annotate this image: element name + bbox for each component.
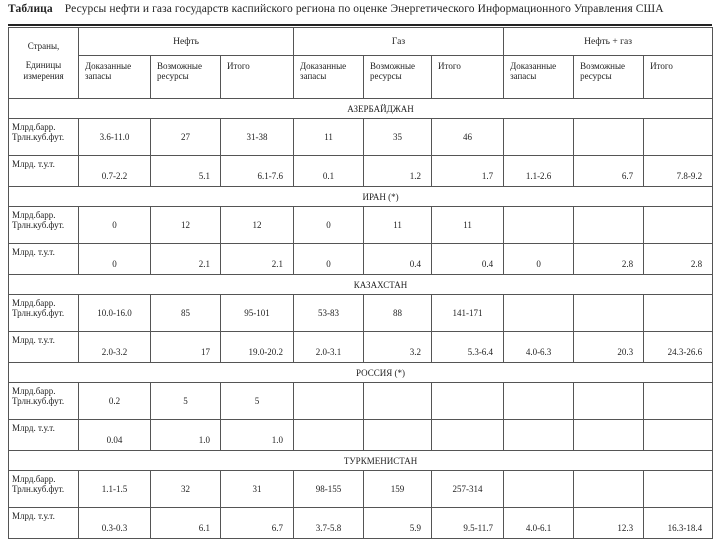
table-cell: 88 (364, 295, 432, 332)
unit-label-toe: Млрд. т.у.т. (9, 420, 79, 451)
header-possible-resources: Возможные ресурсы (151, 56, 221, 99)
unit-bbl: Млрд.барр. (12, 210, 56, 220)
table-cell (432, 383, 504, 420)
header-group-oil-gas: Нефть + газ (504, 28, 713, 56)
unit-tcf: Трлн.куб.фут. (12, 132, 65, 142)
table-row (9, 383, 713, 420)
unit-label-volume (9, 383, 79, 420)
table-cell: 0.04 (79, 420, 151, 451)
table-row (9, 244, 713, 275)
table-cell: 257-314 (432, 471, 504, 508)
header-unit-label: Страны, (27, 41, 60, 51)
table-cell: 0.4 (432, 244, 504, 275)
country-name: ТУРКМЕНИСТАН (9, 451, 713, 471)
table-cell: 5 (151, 383, 221, 420)
table-cell: 5.1 (151, 156, 221, 187)
table-cell: 1.2 (364, 156, 432, 187)
header-unit-label: Единицы (25, 60, 62, 70)
unit-bbl: Млрд.барр. (12, 386, 56, 396)
header-proven-reserves: Доказанные запасы (504, 56, 574, 99)
header-proven-reserves: Доказанные запасы (294, 56, 364, 99)
table-cell (504, 295, 574, 332)
table-cell: 1.0 (221, 420, 294, 451)
unit-bbl: Млрд.барр. (12, 298, 56, 308)
table-cell: 11 (294, 119, 364, 156)
table-cell: 3.6-11.0 (79, 119, 151, 156)
table-cell: 5 (221, 383, 294, 420)
table-cell (364, 420, 432, 451)
table-cell (644, 471, 713, 508)
header-group-oil: Нефть (79, 28, 294, 56)
table-cell: 0 (79, 207, 151, 244)
table-cell: 2.8 (574, 244, 644, 275)
table-cell (644, 295, 713, 332)
unit-label-toe: Млрд. т.у.т. (9, 244, 79, 275)
header-possible-resources: Возможные ресурсы (364, 56, 432, 99)
table-cell: 0 (79, 244, 151, 275)
table-cell: 5.3-6.4 (432, 332, 504, 363)
table-cell (364, 383, 432, 420)
caption-label: Таблица (8, 3, 53, 15)
unit-bbl: Млрд.барр. (12, 474, 56, 484)
table-cell: 10.0-16.0 (79, 295, 151, 332)
country-name: ИРАН (*) (9, 187, 713, 207)
table-cell (432, 420, 504, 451)
unit-label-toe: Млрд. т.у.т. (9, 508, 79, 539)
resources-table (8, 27, 713, 539)
table-cell: 32 (151, 471, 221, 508)
table-cell (644, 119, 713, 156)
table-cell (644, 420, 713, 451)
country-row (9, 363, 713, 383)
table-cell (504, 207, 574, 244)
table-cell: 2.1 (151, 244, 221, 275)
table-cell: 4.0-6.1 (504, 508, 574, 539)
table-cell: 6.1-7.6 (221, 156, 294, 187)
table-cell: 2.0-3.2 (79, 332, 151, 363)
unit-tcf: Трлн.куб.фут. (12, 308, 65, 318)
table-cell: 0.7-2.2 (79, 156, 151, 187)
table-cell: 27 (151, 119, 221, 156)
table-cell: 0 (504, 244, 574, 275)
country-name: КАЗАХСТАН (9, 275, 713, 295)
table-row (9, 207, 713, 244)
table-cell (574, 295, 644, 332)
table-row (9, 156, 713, 187)
table-cell: 0 (294, 207, 364, 244)
table-cell (294, 420, 364, 451)
country-name: АЗЕРБАЙДЖАН (9, 99, 713, 119)
table-cell: 3.7-5.8 (294, 508, 364, 539)
header-total: Итого (432, 56, 504, 99)
table-cell (294, 383, 364, 420)
caption-text: Ресурсы нефти и газа государств каспийского региона по оценке Энергетического Информационного Управления США (64, 3, 664, 15)
unit-label-volume (9, 207, 79, 244)
unit-label-volume (9, 295, 79, 332)
caption-rule (8, 24, 712, 26)
table-cell (504, 420, 574, 451)
header-group-row (9, 28, 713, 56)
unit-label-toe: Млрд. т.у.т. (9, 332, 79, 363)
table-cell (574, 383, 644, 420)
unit-label-volume (9, 471, 79, 508)
country-row (9, 275, 713, 295)
table-cell: 1.7 (432, 156, 504, 187)
table-cell: 2.8 (644, 244, 713, 275)
table-cell: 16.3-18.4 (644, 508, 713, 539)
table-cell: 1.0 (151, 420, 221, 451)
country-row (9, 187, 713, 207)
table-cell: 19.0-20.2 (221, 332, 294, 363)
table-cell: 12 (151, 207, 221, 244)
table-cell: 0.1 (294, 156, 364, 187)
header-sub-row (9, 56, 713, 99)
table-cell: 2.1 (221, 244, 294, 275)
table-cell (644, 383, 713, 420)
table-cell: 0.2 (79, 383, 151, 420)
table-cell: 141-171 (432, 295, 504, 332)
table-cell (504, 383, 574, 420)
table-cell: 0.4 (364, 244, 432, 275)
table-cell: 95-101 (221, 295, 294, 332)
table-cell: 98-155 (294, 471, 364, 508)
table-cell: 12.3 (574, 508, 644, 539)
table-cell: 0.3-0.3 (79, 508, 151, 539)
table-cell: 46 (432, 119, 504, 156)
table-cell (574, 420, 644, 451)
table-cell (504, 119, 574, 156)
table-cell: 0 (294, 244, 364, 275)
country-row (9, 451, 713, 471)
table-caption (8, 3, 712, 25)
unit-label-toe: Млрд. т.у.т. (9, 156, 79, 187)
table-cell: 7.8-9.2 (644, 156, 713, 187)
table-cell: 2.0-3.1 (294, 332, 364, 363)
table-cell: 6.7 (221, 508, 294, 539)
table-cell (504, 471, 574, 508)
table-cell: 35 (364, 119, 432, 156)
table-cell: 1.1-1.5 (79, 471, 151, 508)
table-cell (574, 207, 644, 244)
header-possible-resources: Возможные ресурсы (574, 56, 644, 99)
unit-tcf: Трлн.куб.фут. (12, 396, 65, 406)
table-row (9, 508, 713, 539)
table-cell: 1.1-2.6 (504, 156, 574, 187)
header-total: Итого (644, 56, 713, 99)
table-cell: 6.1 (151, 508, 221, 539)
table-cell: 3.2 (364, 332, 432, 363)
table-cell: 11 (364, 207, 432, 244)
table-cell: 5.9 (364, 508, 432, 539)
country-name: РОССИЯ (*) (9, 363, 713, 383)
table-cell (574, 119, 644, 156)
country-row (9, 99, 713, 119)
table-row (9, 295, 713, 332)
table-cell: 31-38 (221, 119, 294, 156)
header-proven-reserves: Доказанные запасы (79, 56, 151, 99)
header-country-unit (9, 28, 79, 99)
header-group-gas: Газ (294, 28, 504, 56)
table-cell (574, 471, 644, 508)
header-total: Итого (221, 56, 294, 99)
table-cell: 11 (432, 207, 504, 244)
table-cell: 6.7 (574, 156, 644, 187)
table-cell: 20.3 (574, 332, 644, 363)
table-row (9, 119, 713, 156)
table-row (9, 471, 713, 508)
unit-bbl: Млрд.барр. (12, 122, 56, 132)
unit-label-volume (9, 119, 79, 156)
table-cell: 4.0-6.3 (504, 332, 574, 363)
table-cell: 12 (221, 207, 294, 244)
table-cell: 24.3-26.6 (644, 332, 713, 363)
table-row (9, 420, 713, 451)
table-cell: 17 (151, 332, 221, 363)
table-cell: 159 (364, 471, 432, 508)
unit-tcf: Трлн.куб.фут. (12, 484, 65, 494)
table-cell: 53-83 (294, 295, 364, 332)
table-row (9, 332, 713, 363)
unit-tcf: Трлн.куб.фут. (12, 220, 65, 230)
table-cell (644, 207, 713, 244)
table-cell: 31 (221, 471, 294, 508)
table-cell: 9.5-11.7 (432, 508, 504, 539)
table-cell: 85 (151, 295, 221, 332)
header-unit-label: измерения (23, 71, 64, 81)
